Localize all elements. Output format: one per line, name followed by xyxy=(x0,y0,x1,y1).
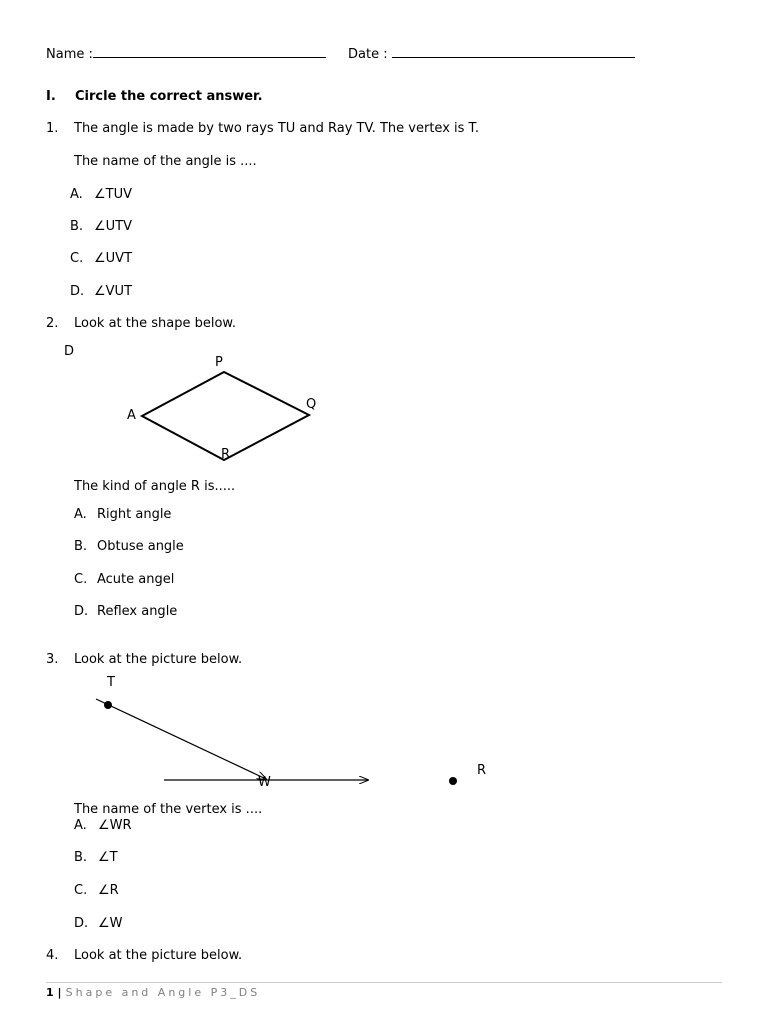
q2-label-a: A xyxy=(127,408,136,423)
q2-text: Look at the shape below. xyxy=(74,316,236,331)
q2-prompt: The kind of angle R is..... xyxy=(74,479,236,494)
date-label: Date : xyxy=(348,47,388,62)
section-title: Circle the correct answer. xyxy=(75,89,263,104)
q3-option-b-text: ∠T xyxy=(98,850,118,865)
point-r xyxy=(449,777,457,785)
footer-title: Shape and Angle P3_DS xyxy=(65,986,261,999)
q3-option-c-text: ∠R xyxy=(98,883,119,898)
footer-rule xyxy=(46,982,722,983)
q2-label-d: D xyxy=(64,344,75,359)
q2-option-a-letter: A. xyxy=(74,507,87,522)
name-label: Name : xyxy=(46,47,93,62)
q1-option-b-letter: B. xyxy=(70,219,84,234)
q2-label-q: Q xyxy=(306,397,317,412)
q3-text: Look at the picture below. xyxy=(74,652,243,667)
q4-number: 4. xyxy=(46,948,59,963)
q3-label-r: R xyxy=(477,763,487,778)
q3-number: 3. xyxy=(46,652,59,667)
q3-option-d-letter: D. xyxy=(74,916,89,931)
q3-option-d-text: ∠W xyxy=(98,916,123,931)
ray-wt xyxy=(96,699,266,779)
q1-option-a-letter: A. xyxy=(70,187,83,202)
q1-option-d-text: ∠VUT xyxy=(94,284,133,299)
page-footer xyxy=(46,985,260,1001)
q3-option-b-letter: B. xyxy=(74,850,88,865)
q4-text: Look at the picture below. xyxy=(74,948,243,963)
section-number: I. xyxy=(46,89,56,104)
q3-label-w: W xyxy=(258,775,271,790)
q1-option-c-text: ∠UVT xyxy=(94,251,133,266)
q1-option-d-letter: D. xyxy=(70,284,85,299)
q3-prompt: The name of the vertex is .... xyxy=(74,802,263,817)
q1-option-b-text: ∠UTV xyxy=(94,219,133,234)
q2-label-p: P xyxy=(215,355,223,370)
q1-option-a-text: ∠TUV xyxy=(94,187,133,202)
q2-option-b-text: Obtuse angle xyxy=(97,539,184,554)
q2-option-a-text: Right angle xyxy=(97,507,172,522)
q2-option-d-text: Reflex angle xyxy=(97,604,178,619)
q3-label-t: T xyxy=(107,675,115,690)
q2-number: 2. xyxy=(46,316,59,331)
point-t xyxy=(104,701,112,709)
q1-option-c-letter: C. xyxy=(70,251,84,266)
q2-option-b-letter: B. xyxy=(74,539,88,554)
q1-number: 1. xyxy=(46,121,59,136)
q1-text: The angle is made by two rays TU and Ray TV. The vertex is T. xyxy=(74,121,480,136)
q3-option-a-text: ∠WR xyxy=(98,818,132,833)
footer-page-number: 1 | xyxy=(46,986,62,999)
q1-prompt: The name of the angle is .... xyxy=(74,154,257,169)
q2-option-c-letter: C. xyxy=(74,572,88,587)
q3-option-a-letter: A. xyxy=(74,818,87,833)
q3-option-c-letter: C. xyxy=(74,883,88,898)
q2-option-d-letter: D. xyxy=(74,604,89,619)
q2-label-r: R xyxy=(221,447,231,462)
q2-option-c-text: Acute angel xyxy=(97,572,175,587)
